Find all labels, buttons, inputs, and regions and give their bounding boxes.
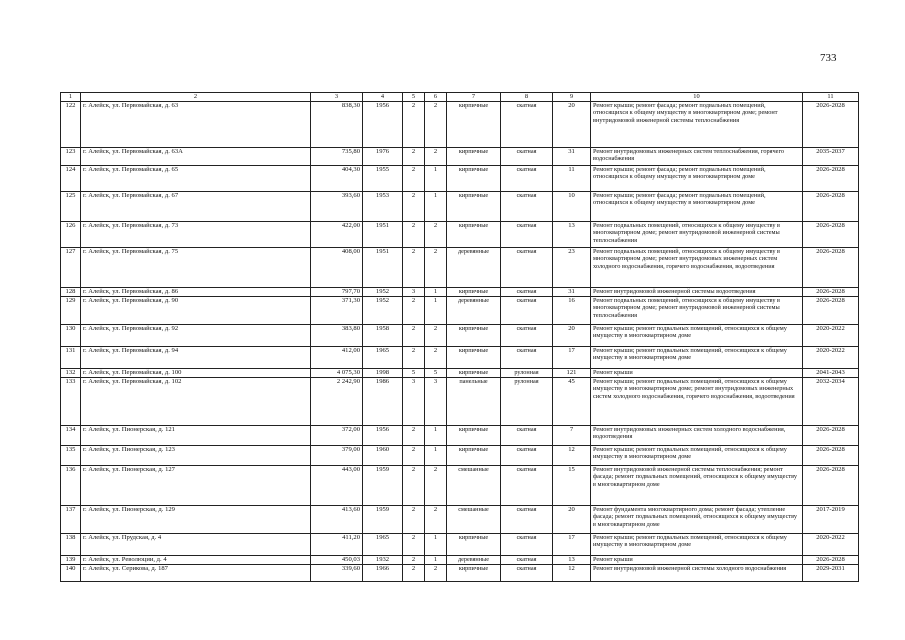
wall-material-cell: кирпичные (447, 102, 501, 148)
wall-material-cell: деревянные (447, 248, 501, 288)
table-row (61, 297, 859, 325)
row-number: 132 (61, 369, 81, 378)
entrances-cell: 1 (425, 534, 447, 556)
table-body (61, 102, 859, 582)
address-cell: г. Алейск, ул. Первомайская, д. 90 (81, 297, 311, 325)
entrances-cell: 1 (425, 288, 447, 297)
entrances-cell: 1 (425, 192, 447, 222)
year-cell: 1986 (363, 378, 403, 426)
wall-material-cell: кирпичные (447, 166, 501, 192)
repair-works-cell: Ремонт крыши; ремонт подвальных помещений, относящихся к общему имуществу в многоквартирном доме (591, 446, 803, 466)
floors-cell: 2 (403, 556, 425, 565)
floors-cell: 2 (403, 248, 425, 288)
area-cell: 838,30 (311, 102, 363, 148)
roof-type-cell: скатная (501, 288, 553, 297)
residents-cell: 12 (553, 446, 591, 466)
floors-cell: 2 (403, 506, 425, 534)
table-row (61, 466, 859, 506)
wall-material-cell: кирпичные (447, 426, 501, 446)
table-row (61, 565, 859, 582)
area-cell: 4 075,30 (311, 369, 363, 378)
wall-material-cell: панельные (447, 378, 501, 426)
residents-cell: 45 (553, 378, 591, 426)
floors-cell: 3 (403, 288, 425, 297)
roof-type-cell: скатная (501, 466, 553, 506)
address-cell: г. Алейск, ул. Первомайская, д. 102 (81, 378, 311, 426)
entrances-cell: 1 (425, 297, 447, 325)
wall-material-cell: смешанные (447, 466, 501, 506)
repair-period-cell: 2026-2028 (803, 192, 859, 222)
area-cell: 371,30 (311, 297, 363, 325)
residents-cell: 20 (553, 325, 591, 347)
residents-cell: 12 (553, 565, 591, 582)
address-cell: г. Алейск, ул. Первомайская, д. 92 (81, 325, 311, 347)
roof-type-cell: скатная (501, 325, 553, 347)
area-cell: 339,60 (311, 565, 363, 582)
year-cell: 1965 (363, 534, 403, 556)
area-cell: 413,60 (311, 506, 363, 534)
column-header: 5 (403, 93, 425, 102)
repair-works-cell: Ремонт внутридомовой инженерной системы водоотведения (591, 288, 803, 297)
year-cell: 1966 (363, 565, 403, 582)
floors-cell: 2 (403, 565, 425, 582)
residents-cell: 13 (553, 222, 591, 248)
year-cell: 1955 (363, 166, 403, 192)
address-cell: г. Алейск, ул. Революции, д. 4 (81, 556, 311, 565)
roof-type-cell: скатная (501, 166, 553, 192)
repair-works-cell: Ремонт внутридомовых инженерных систем теплоснабжения, горячего водоснабжения (591, 148, 803, 166)
entrances-cell: 1 (425, 166, 447, 192)
area-cell: 2 242,90 (311, 378, 363, 426)
year-cell: 1951 (363, 222, 403, 248)
repair-period-cell: 2026-2028 (803, 466, 859, 506)
address-cell: г. Алейск, ул. Первомайская, д. 65 (81, 166, 311, 192)
repair-works-cell: Ремонт крыши (591, 556, 803, 565)
floors-cell: 2 (403, 166, 425, 192)
repair-works-cell: Ремонт крыши; ремонт подвальных помещений, относящихся к общему имуществу в многоквартирном доме (591, 325, 803, 347)
address-cell: г. Алейск, ул. Пионерская, д. 129 (81, 506, 311, 534)
year-cell: 1958 (363, 325, 403, 347)
address-cell: г. Алейск, ул. Первомайская, д. 63А (81, 148, 311, 166)
residents-cell: 20 (553, 102, 591, 148)
table-row (61, 288, 859, 297)
repair-works-cell: Ремонт крыши; ремонт фасада; ремонт подвальных помещений, относящихся к общему имуществу в многоквартирном доме; ремонт внутридомовой инженерной системы теплоснабжения (591, 102, 803, 148)
row-number: 130 (61, 325, 81, 347)
entrances-cell: 1 (425, 556, 447, 565)
repair-works-cell: Ремонт крыши; ремонт фасада; ремонт подвальных помещений, относящихся к общему имуществу в многоквартирном доме (591, 192, 803, 222)
year-cell: 1956 (363, 102, 403, 148)
area-cell: 412,00 (311, 347, 363, 369)
repair-works-cell: Ремонт внутридомовой инженерной системы теплоснабжения; ремонт фасада; ремонт подвальных помещений, относящихся к общему имуществу в многоквартирном доме (591, 466, 803, 506)
column-header: 7 (447, 93, 501, 102)
address-cell: г. Алейск, ул. Прудская, д. 4 (81, 534, 311, 556)
roof-type-cell: скатная (501, 148, 553, 166)
address-cell: г. Алейск, ул. Первомайская, д. 67 (81, 192, 311, 222)
year-cell: 1932 (363, 556, 403, 565)
address-cell: г. Алейск, ул. Первомайская, д. 94 (81, 347, 311, 369)
wall-material-cell: кирпичные (447, 565, 501, 582)
floors-cell: 2 (403, 446, 425, 466)
address-cell: г. Алейск, ул. Первомайская, д. 75 (81, 248, 311, 288)
table-row (61, 248, 859, 288)
table-row (61, 166, 859, 192)
floors-cell: 2 (403, 102, 425, 148)
roof-type-cell: скатная (501, 192, 553, 222)
wall-material-cell: смешанные (447, 506, 501, 534)
column-header: 8 (501, 93, 553, 102)
row-number: 131 (61, 347, 81, 369)
column-header: 2 (81, 93, 311, 102)
address-cell: г. Алейск, ул. Пионерская, д. 123 (81, 446, 311, 466)
entrances-cell: 2 (425, 102, 447, 148)
roof-type-cell: скатная (501, 565, 553, 582)
table-row (61, 556, 859, 565)
column-header: 4 (363, 93, 403, 102)
table-row (61, 148, 859, 166)
wall-material-cell: кирпичные (447, 347, 501, 369)
floors-cell: 2 (403, 347, 425, 369)
roof-type-cell: скатная (501, 556, 553, 565)
table-row (61, 347, 859, 369)
roof-type-cell: скатная (501, 347, 553, 369)
row-number: 122 (61, 102, 81, 148)
table-row (61, 534, 859, 556)
repair-period-cell: 2026-2028 (803, 288, 859, 297)
row-number: 138 (61, 534, 81, 556)
year-cell: 1976 (363, 148, 403, 166)
entrances-cell: 3 (425, 378, 447, 426)
column-header: 1 (61, 93, 81, 102)
table-row (61, 426, 859, 446)
column-header: 9 (553, 93, 591, 102)
table-row (61, 192, 859, 222)
entrances-cell: 2 (425, 248, 447, 288)
address-cell: г. Алейск, ул. Первомайская, д. 100 (81, 369, 311, 378)
address-cell: г. Алейск, ул. Первомайская, д. 73 (81, 222, 311, 248)
residents-cell: 13 (553, 556, 591, 565)
repair-works-cell: Ремонт фундамента многоквартирного дома; ремонт фасада; утепление фасада; ремонт подвальных помещений, относящихся к общему имуществу в многоквартирном доме (591, 506, 803, 534)
row-number: 140 (61, 565, 81, 582)
row-number: 137 (61, 506, 81, 534)
table-row (61, 369, 859, 378)
year-cell: 1952 (363, 297, 403, 325)
row-number: 139 (61, 556, 81, 565)
repair-period-cell: 2026-2028 (803, 297, 859, 325)
wall-material-cell: кирпичные (447, 369, 501, 378)
table-row (61, 222, 859, 248)
repair-period-cell: 2026-2028 (803, 446, 859, 466)
entrances-cell: 2 (425, 506, 447, 534)
area-cell: 411,20 (311, 534, 363, 556)
address-cell: г. Алейск, ул. Первомайская, д. 63 (81, 102, 311, 148)
area-cell: 422,00 (311, 222, 363, 248)
roof-type-cell: скатная (501, 102, 553, 148)
row-number: 136 (61, 466, 81, 506)
floors-cell: 2 (403, 148, 425, 166)
address-cell: г. Алейск, ул. Первомайская, д. 86 (81, 288, 311, 297)
area-cell: 404,30 (311, 166, 363, 192)
address-cell: г. Алейск, ул. Пионерская, д. 121 (81, 426, 311, 446)
floors-cell: 2 (403, 192, 425, 222)
entrances-cell: 2 (425, 565, 447, 582)
repair-works-cell: Ремонт внутридомовой инженерной системы холодного водоснабжения (591, 565, 803, 582)
column-header: 10 (591, 93, 803, 102)
year-cell: 1959 (363, 506, 403, 534)
residents-cell: 15 (553, 466, 591, 506)
row-number: 127 (61, 248, 81, 288)
repair-works-cell: Ремонт крыши (591, 369, 803, 378)
wall-material-cell: кирпичные (447, 192, 501, 222)
year-cell: 1953 (363, 192, 403, 222)
area-cell: 408,00 (311, 248, 363, 288)
entrances-cell: 2 (425, 466, 447, 506)
year-cell: 1956 (363, 426, 403, 446)
area-cell: 393,60 (311, 192, 363, 222)
residents-cell: 10 (553, 192, 591, 222)
residents-cell: 31 (553, 288, 591, 297)
table-row (61, 325, 859, 347)
repair-period-cell: 2020-2022 (803, 534, 859, 556)
year-cell: 1959 (363, 466, 403, 506)
roof-type-cell: рулонная (501, 378, 553, 426)
row-number: 128 (61, 288, 81, 297)
wall-material-cell: кирпичные (447, 288, 501, 297)
row-number: 135 (61, 446, 81, 466)
repair-works-cell: Ремонт крыши; ремонт подвальных помещений, относящихся к общему имуществу в многоквартирном доме (591, 347, 803, 369)
residents-cell: 17 (553, 347, 591, 369)
repair-works-cell: Ремонт подвальных помещений, относящихся к общему имуществу в многоквартирном доме; ремонт внутридомовой инженерной системы теплоснабжения (591, 297, 803, 325)
row-number: 134 (61, 426, 81, 446)
row-number: 125 (61, 192, 81, 222)
repair-period-cell: 2026-2028 (803, 102, 859, 148)
column-header: 11 (803, 93, 859, 102)
roof-type-cell: скатная (501, 534, 553, 556)
year-cell: 1960 (363, 446, 403, 466)
roof-type-cell: скатная (501, 222, 553, 248)
page-number: 733 (820, 52, 837, 64)
repair-period-cell: 2026-2028 (803, 248, 859, 288)
residents-cell: 7 (553, 426, 591, 446)
repair-period-cell: 2026-2028 (803, 426, 859, 446)
column-header: 6 (425, 93, 447, 102)
wall-material-cell: деревянные (447, 297, 501, 325)
repair-period-cell: 2029-2031 (803, 565, 859, 582)
table-row (61, 102, 859, 148)
wall-material-cell: кирпичные (447, 446, 501, 466)
entrances-cell: 2 (425, 222, 447, 248)
entrances-cell: 2 (425, 148, 447, 166)
table-row (61, 378, 859, 426)
repair-period-cell: 2026-2028 (803, 222, 859, 248)
row-number: 124 (61, 166, 81, 192)
repair-works-cell: Ремонт крыши; ремонт подвальных помещений, относящихся к общему имуществу в многоквартирном доме; ремонт внутридомовых инженерных систем холодного водоснабжения, горячего водоснабжения, водоотведения (591, 378, 803, 426)
roof-type-cell: скатная (501, 446, 553, 466)
residents-cell: 23 (553, 248, 591, 288)
floors-cell: 2 (403, 466, 425, 506)
area-cell: 379,00 (311, 446, 363, 466)
floors-cell: 2 (403, 325, 425, 347)
housing-repair-table (60, 92, 859, 582)
year-cell: 1952 (363, 288, 403, 297)
row-number: 123 (61, 148, 81, 166)
repair-period-cell: 2017-2019 (803, 506, 859, 534)
entrances-cell: 1 (425, 446, 447, 466)
repair-period-cell: 2026-2028 (803, 556, 859, 565)
repair-works-cell: Ремонт крыши; ремонт фасада; ремонт подвальных помещений, относящихся к общему имуществу в многоквартирном доме (591, 166, 803, 192)
repair-works-cell: Ремонт подвальных помещений, относящихся к общему имуществу в многоквартирном доме; ремонт внутридомовых инженерных систем холодного водоснабжения, горячего водоснабжения, водоотведения (591, 248, 803, 288)
floors-cell: 3 (403, 378, 425, 426)
column-header: 3 (311, 93, 363, 102)
address-cell: г. Алейск, ул. Пионерская, д. 127 (81, 466, 311, 506)
entrances-cell: 2 (425, 325, 447, 347)
wall-material-cell: кирпичные (447, 325, 501, 347)
entrances-cell: 2 (425, 347, 447, 369)
residents-cell: 11 (553, 166, 591, 192)
address-cell: г. Алейск, ул. Серикова, д. 187 (81, 565, 311, 582)
area-cell: 383,80 (311, 325, 363, 347)
wall-material-cell: кирпичные (447, 534, 501, 556)
area-cell: 443,00 (311, 466, 363, 506)
table-row (61, 506, 859, 534)
repair-period-cell: 2035-2037 (803, 148, 859, 166)
floors-cell: 2 (403, 426, 425, 446)
year-cell: 1951 (363, 248, 403, 288)
table-row (61, 446, 859, 466)
repair-period-cell: 2020-2022 (803, 325, 859, 347)
roof-type-cell: скатная (501, 506, 553, 534)
residents-cell: 17 (553, 534, 591, 556)
area-cell: 450,03 (311, 556, 363, 565)
repair-period-cell: 2041-2043 (803, 369, 859, 378)
area-cell: 797,70 (311, 288, 363, 297)
residents-cell: 121 (553, 369, 591, 378)
entrances-cell: 1 (425, 426, 447, 446)
wall-material-cell: кирпичные (447, 148, 501, 166)
wall-material-cell: кирпичные (447, 222, 501, 248)
floors-cell: 2 (403, 534, 425, 556)
row-number: 133 (61, 378, 81, 426)
repair-works-cell: Ремонт внутридомовых инженерных систем холодного водоснабжения, водоотведения (591, 426, 803, 446)
repair-works-cell: Ремонт подвальных помещений, относящихся к общему имуществу в многоквартирном доме; ремонт внутридомовой инженерной системы теплоснабжения (591, 222, 803, 248)
row-number: 129 (61, 297, 81, 325)
column-number-row (61, 93, 859, 102)
entrances-cell: 5 (425, 369, 447, 378)
area-cell: 735,80 (311, 148, 363, 166)
residents-cell: 20 (553, 506, 591, 534)
roof-type-cell: скатная (501, 248, 553, 288)
wall-material-cell: деревянные (447, 556, 501, 565)
repair-period-cell: 2026-2028 (803, 166, 859, 192)
row-number: 126 (61, 222, 81, 248)
repair-period-cell: 2020-2022 (803, 347, 859, 369)
repair-works-cell: Ремонт крыши; ремонт подвальных помещений, относящихся к общему имуществу в многоквартирном доме (591, 534, 803, 556)
roof-type-cell: рулонная (501, 369, 553, 378)
year-cell: 1965 (363, 347, 403, 369)
residents-cell: 16 (553, 297, 591, 325)
area-cell: 372,00 (311, 426, 363, 446)
repair-period-cell: 2032-2034 (803, 378, 859, 426)
roof-type-cell: скатная (501, 426, 553, 446)
floors-cell: 2 (403, 297, 425, 325)
floors-cell: 5 (403, 369, 425, 378)
roof-type-cell: скатная (501, 297, 553, 325)
floors-cell: 2 (403, 222, 425, 248)
year-cell: 1998 (363, 369, 403, 378)
residents-cell: 31 (553, 148, 591, 166)
